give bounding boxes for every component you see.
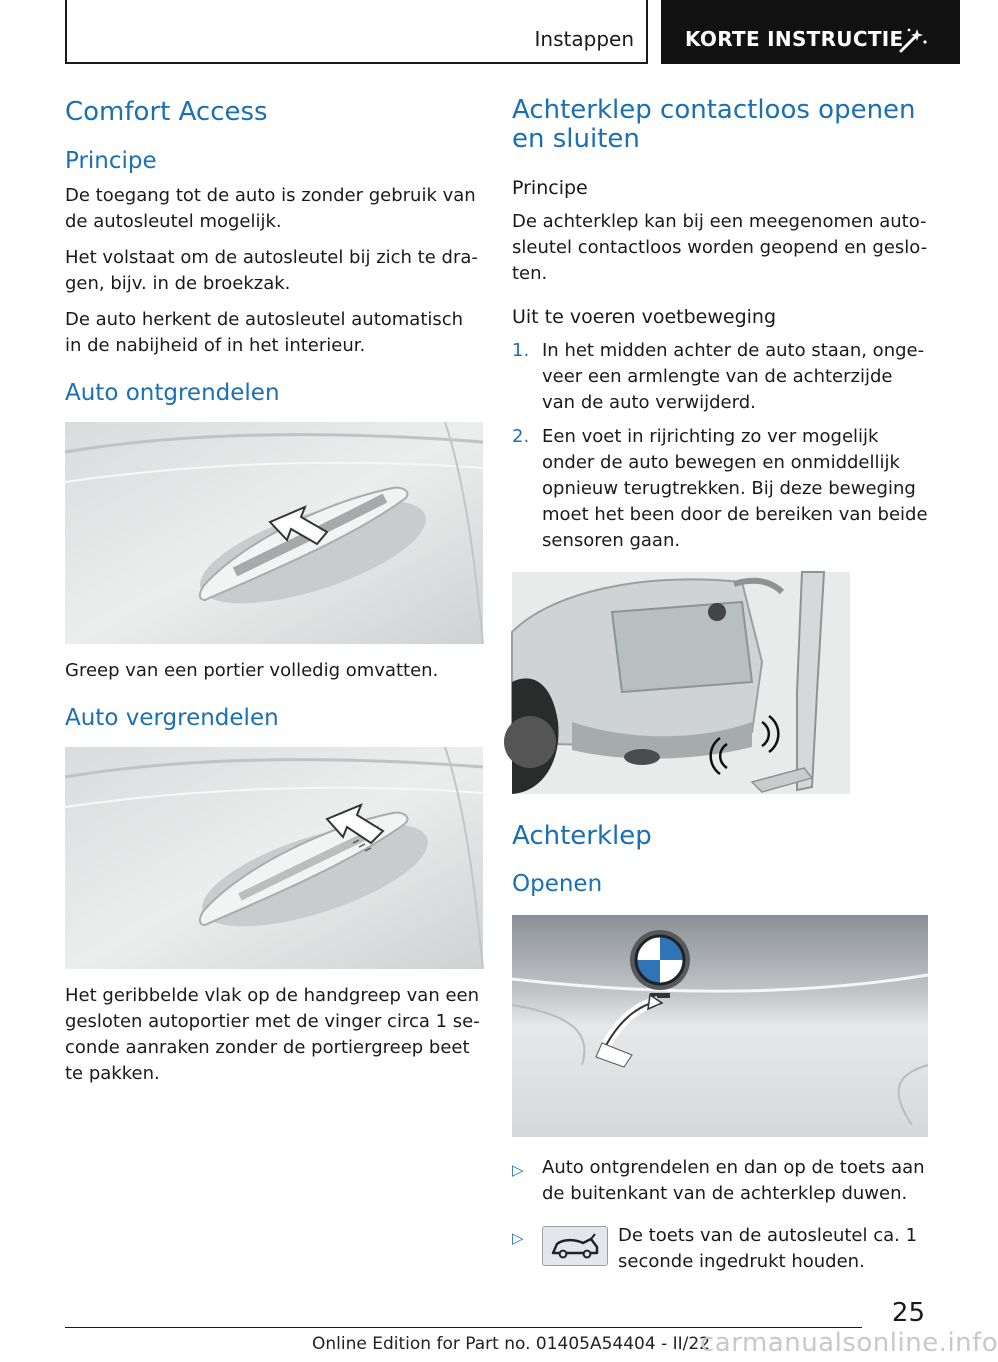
header-chapter-box: [661, 0, 960, 64]
rear-car-foot-sensor-image: [512, 572, 850, 794]
foot-movement-steps: [512, 338, 930, 554]
list-item: [512, 1155, 930, 1207]
step-text: Een voet in rijrichting zo ver mogelijk onder de auto bewegen en onmiddellijk opnieuw terugtrekken. Bij deze beweging moet het been door de bereiken van beide sensoren gaan.: [542, 425, 928, 551]
tailgate-principle-text: De achterklep kan bij een meegenomen auto- sleutel contactloos worden geopend en geslo- ten.: [512, 210, 928, 284]
principle-paragraph-3: De auto herkent de autosleutel automatisch in de nabijheid of in het interieur.: [65, 309, 464, 357]
unlock-heading: Auto ontgrendelen: [65, 380, 280, 407]
principle-paragraph-2: Het volstaat om de autosleutel bij zich te dra- gen, bijv. in de broekzak.: [65, 247, 478, 295]
triangle-bullet-icon: ▷: [512, 1228, 524, 1247]
car-tailgate-key-icon: [542, 1226, 608, 1266]
header-section-box: [65, 0, 648, 64]
open-heading: Openen: [512, 871, 603, 898]
triangle-bullet-icon: ▷: [512, 1160, 524, 1179]
step-text: In het midden achter de auto staan, onge- veer een armlengte van de achterzijde van de auto verwijderd.: [542, 339, 925, 413]
list-item: [512, 1223, 930, 1275]
comfort-access-title: Comfort Access: [65, 97, 268, 127]
tailgate-principle-heading: Principe: [512, 177, 588, 200]
lock-caption: Het geribbelde vlak op de handgreep van een gesloten autoportier met de vinger circa 1 se- conde aanraken zonder de portiergreep beet te pakken.: [65, 984, 480, 1084]
step-number: 2.: [512, 425, 530, 447]
open-instructions: [512, 1155, 930, 1275]
bullet-text: Auto ontgrendelen en dan op de toets aan de buitenkant van de achterklep duwen.: [542, 1156, 925, 1204]
right-column: [512, 96, 930, 1291]
tailgate-button-image: [512, 915, 928, 1137]
step-number: 1.: [512, 339, 530, 361]
foot-movement-heading: Uit te voeren voetbeweging: [512, 305, 777, 328]
step-item: [512, 424, 930, 554]
contactless-tailgate-title: Achterklep contactloos openen en sluiten: [512, 95, 916, 155]
left-column: [65, 96, 483, 1097]
door-handle-lock-image: [65, 747, 483, 969]
page-number: 25: [891, 1298, 925, 1328]
principle-heading: Principe: [65, 147, 157, 174]
watermark: carmanualsonline.info: [700, 1328, 998, 1358]
key-row: [542, 1223, 930, 1275]
unlock-caption: Greep van een portier volledig omvatten.: [65, 660, 439, 681]
lock-heading: Auto vergrendelen: [65, 705, 279, 731]
chapter-title: KORTE INSTRUCTIE: [685, 27, 904, 51]
step-item: [512, 338, 930, 416]
section-title: Instappen: [534, 27, 634, 51]
principle-paragraph-1: De toegang tot de auto is zonder gebruik van de autosleutel mogelijk.: [65, 185, 476, 233]
edition-text: Online Edition for Part no. 01405A54404 - II/22: [312, 1334, 711, 1354]
tailgate-heading: Achterklep: [512, 820, 652, 851]
bullet-text: De toets van de autosleutel ca. 1 seconde ingedrukt houden.: [618, 1224, 918, 1272]
door-handle-unlock-image: [65, 422, 483, 644]
sparkle-wand-icon: [895, 25, 929, 55]
